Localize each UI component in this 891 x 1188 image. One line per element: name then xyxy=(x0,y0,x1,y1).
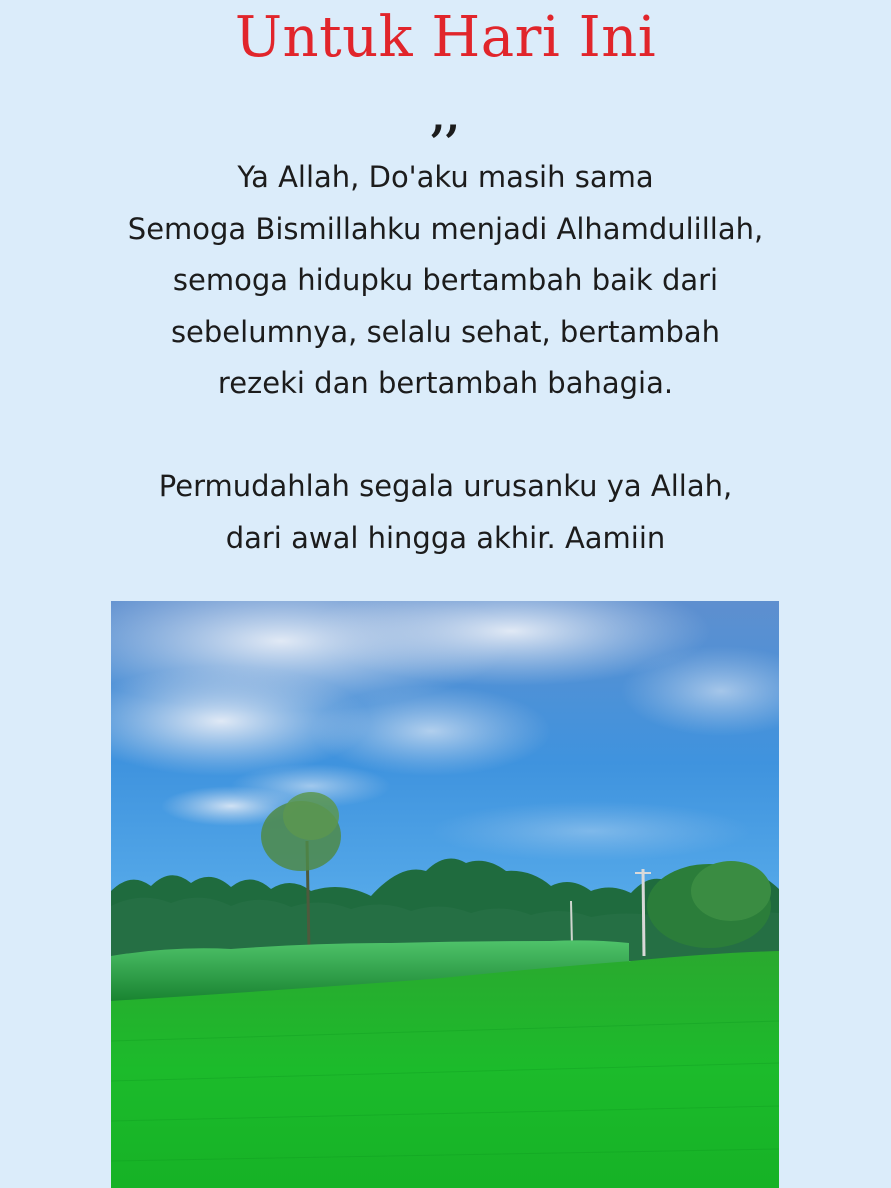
prayer-line: sebelumnya, selalu sehat, bertambah xyxy=(170,314,721,349)
clouds xyxy=(111,601,779,861)
prayer-line: Permudahlah segala urusanku ya Allah, xyxy=(158,469,733,503)
prayer-text xyxy=(90,152,801,564)
prayer-line: Semoga Bismillahku menjadi Alhamdulillah, xyxy=(127,211,764,246)
prayer-line: dari awal hingga akhir. Aamiin xyxy=(225,520,666,555)
prayer-line: rezeki dan bertambah bahagia. xyxy=(217,366,674,400)
prayer-line: semoga hidupku bertambah baik dari xyxy=(172,263,719,297)
prayer-line: Ya Allah, Do'aku masih sama xyxy=(237,160,654,194)
quote-mark: ,, xyxy=(430,92,461,141)
paragraph-gap xyxy=(90,410,801,462)
page-title: Untuk Hari Ini xyxy=(234,5,657,70)
landscape-photo xyxy=(111,601,779,1188)
